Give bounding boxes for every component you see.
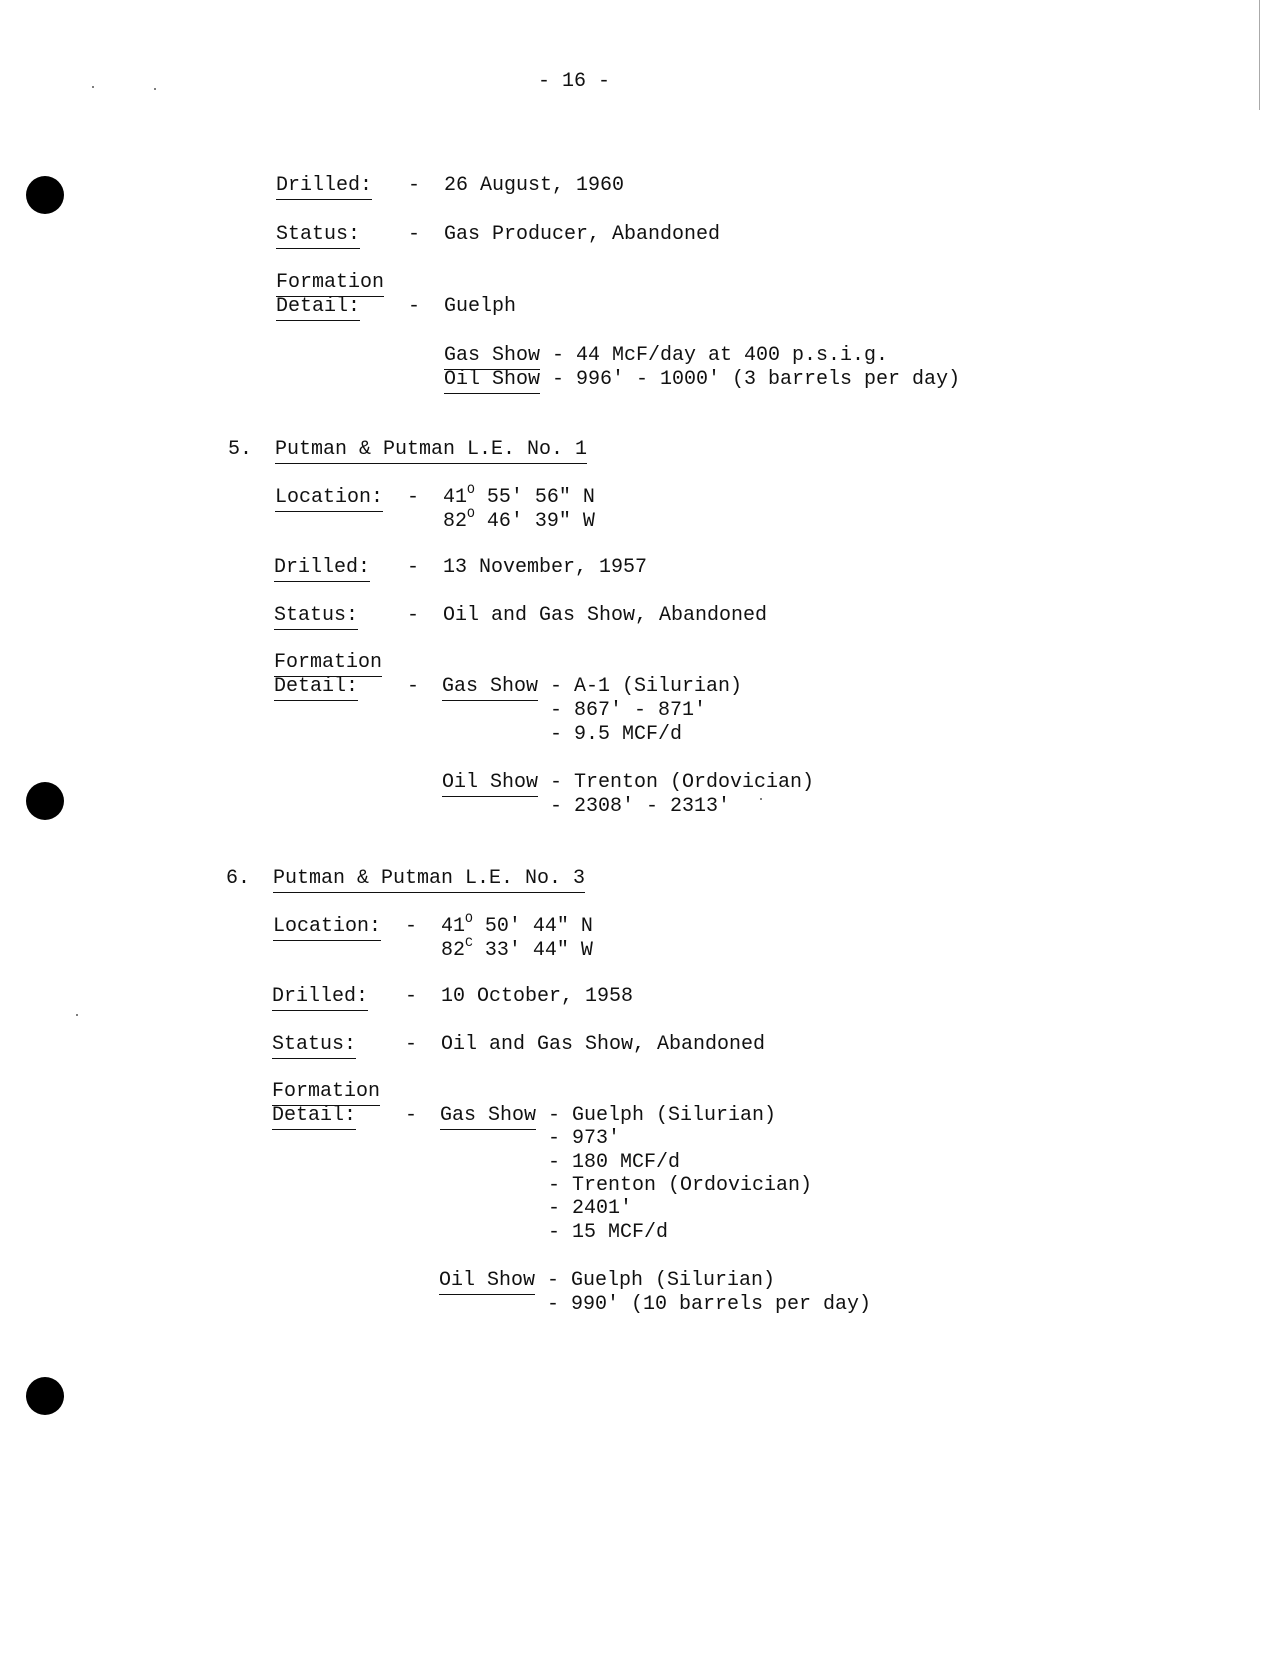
dash: - <box>405 915 418 938</box>
scan-speck <box>154 88 156 90</box>
drilled-value: 13 November, 1957 <box>443 556 648 579</box>
label-location: Location: <box>273 915 381 941</box>
label-formation: Formation <box>274 651 382 677</box>
gas-show-line: - 15 MCF/d <box>548 1221 669 1244</box>
label-oil-show: Oil Show <box>444 368 540 394</box>
drilled-value: 10 October, 1958 <box>441 985 634 1008</box>
gas-show-line: - Trenton (Ordovician) <box>548 1174 813 1197</box>
scan-speck <box>760 798 762 800</box>
label-oil-show: Oil Show <box>442 771 538 797</box>
gas-show-line: - 180 MCF/d <box>548 1151 681 1174</box>
label-oil-show: Oil Show <box>439 1269 535 1295</box>
oil-show-line: - Trenton (Ordovician) <box>550 771 815 794</box>
status-value: Oil and Gas Show, Abandoned <box>443 604 768 627</box>
oil-show-line: - Guelph (Silurian) <box>547 1269 776 1292</box>
label-detail: Detail: <box>272 1104 356 1130</box>
dash: - <box>408 174 421 197</box>
dash: - <box>408 295 421 318</box>
gas-show-line: - 9.5 MCF/d <box>550 723 683 746</box>
entry-number: 5. <box>228 438 253 461</box>
oil-show-line: - 990' (10 barrels per day) <box>547 1293 872 1316</box>
dash: - <box>407 486 420 509</box>
binder-hole-middle <box>26 782 64 820</box>
entry-title: Putman & Putman L.E. No. 3 <box>273 867 585 893</box>
label-gas-show: Gas Show <box>442 675 538 701</box>
label-detail: Detail: <box>276 295 360 321</box>
status-value: Gas Producer, Abandoned <box>444 223 721 246</box>
label-drilled: Drilled: <box>276 174 372 200</box>
label-gas-show: Gas Show <box>440 1104 536 1130</box>
location-longitude: $82^C$ 33' 44" W <box>441 935 593 962</box>
label-status: Status: <box>274 604 358 630</box>
drilled-value: 26 August, 1960 <box>444 174 625 197</box>
scan-edge-line <box>1259 0 1260 110</box>
label-formation: Formation <box>276 271 384 297</box>
binder-hole-bottom <box>26 1377 64 1415</box>
label-status: Status: <box>272 1033 356 1059</box>
location-latitude: $41^O$ 55' 56" N <box>443 482 595 509</box>
gas-show-line: - 973' <box>548 1127 621 1150</box>
dash: - <box>407 675 420 698</box>
location-longitude: $82^O$ 46' 39" W <box>443 506 595 533</box>
label-detail: Detail: <box>274 675 358 701</box>
formation-value: Guelph <box>444 295 517 318</box>
gas-show-line: - 2401' <box>548 1197 633 1220</box>
gas-show-line: - A-1 (Silurian) <box>550 675 743 698</box>
scan-speck <box>76 1014 78 1016</box>
gas-show-value: - 44 McF/day at 400 p.s.i.g. <box>552 344 889 367</box>
oil-show-value: - 996' - 1000' (3 barrels per day) <box>552 368 961 391</box>
oil-show-line: - 2308' - 2313' <box>550 795 731 818</box>
dash: - <box>405 1104 418 1127</box>
gas-show-line: - Guelph (Silurian) <box>548 1104 777 1127</box>
scan-speck <box>92 86 94 88</box>
gas-show-line: - 867' - 871' <box>550 699 707 722</box>
page-number: - 16 - <box>538 70 611 93</box>
dash: - <box>405 985 418 1008</box>
label-status: Status: <box>276 223 360 249</box>
status-value: Oil and Gas Show, Abandoned <box>441 1033 766 1056</box>
label-drilled: Drilled: <box>274 556 370 582</box>
entry-title: Putman & Putman L.E. No. 1 <box>275 438 587 464</box>
dash: - <box>405 1033 418 1056</box>
binder-hole-top <box>26 176 64 214</box>
label-formation: Formation <box>272 1080 380 1106</box>
location-latitude: $41^O$ 50' 44" N <box>441 911 593 938</box>
label-gas-show: Gas Show <box>444 344 540 370</box>
dash: - <box>407 556 420 579</box>
dash: - <box>407 604 420 627</box>
label-drilled: Drilled: <box>272 985 368 1011</box>
label-location: Location: <box>275 486 383 512</box>
entry-number: 6. <box>226 867 251 890</box>
dash: - <box>408 223 421 246</box>
